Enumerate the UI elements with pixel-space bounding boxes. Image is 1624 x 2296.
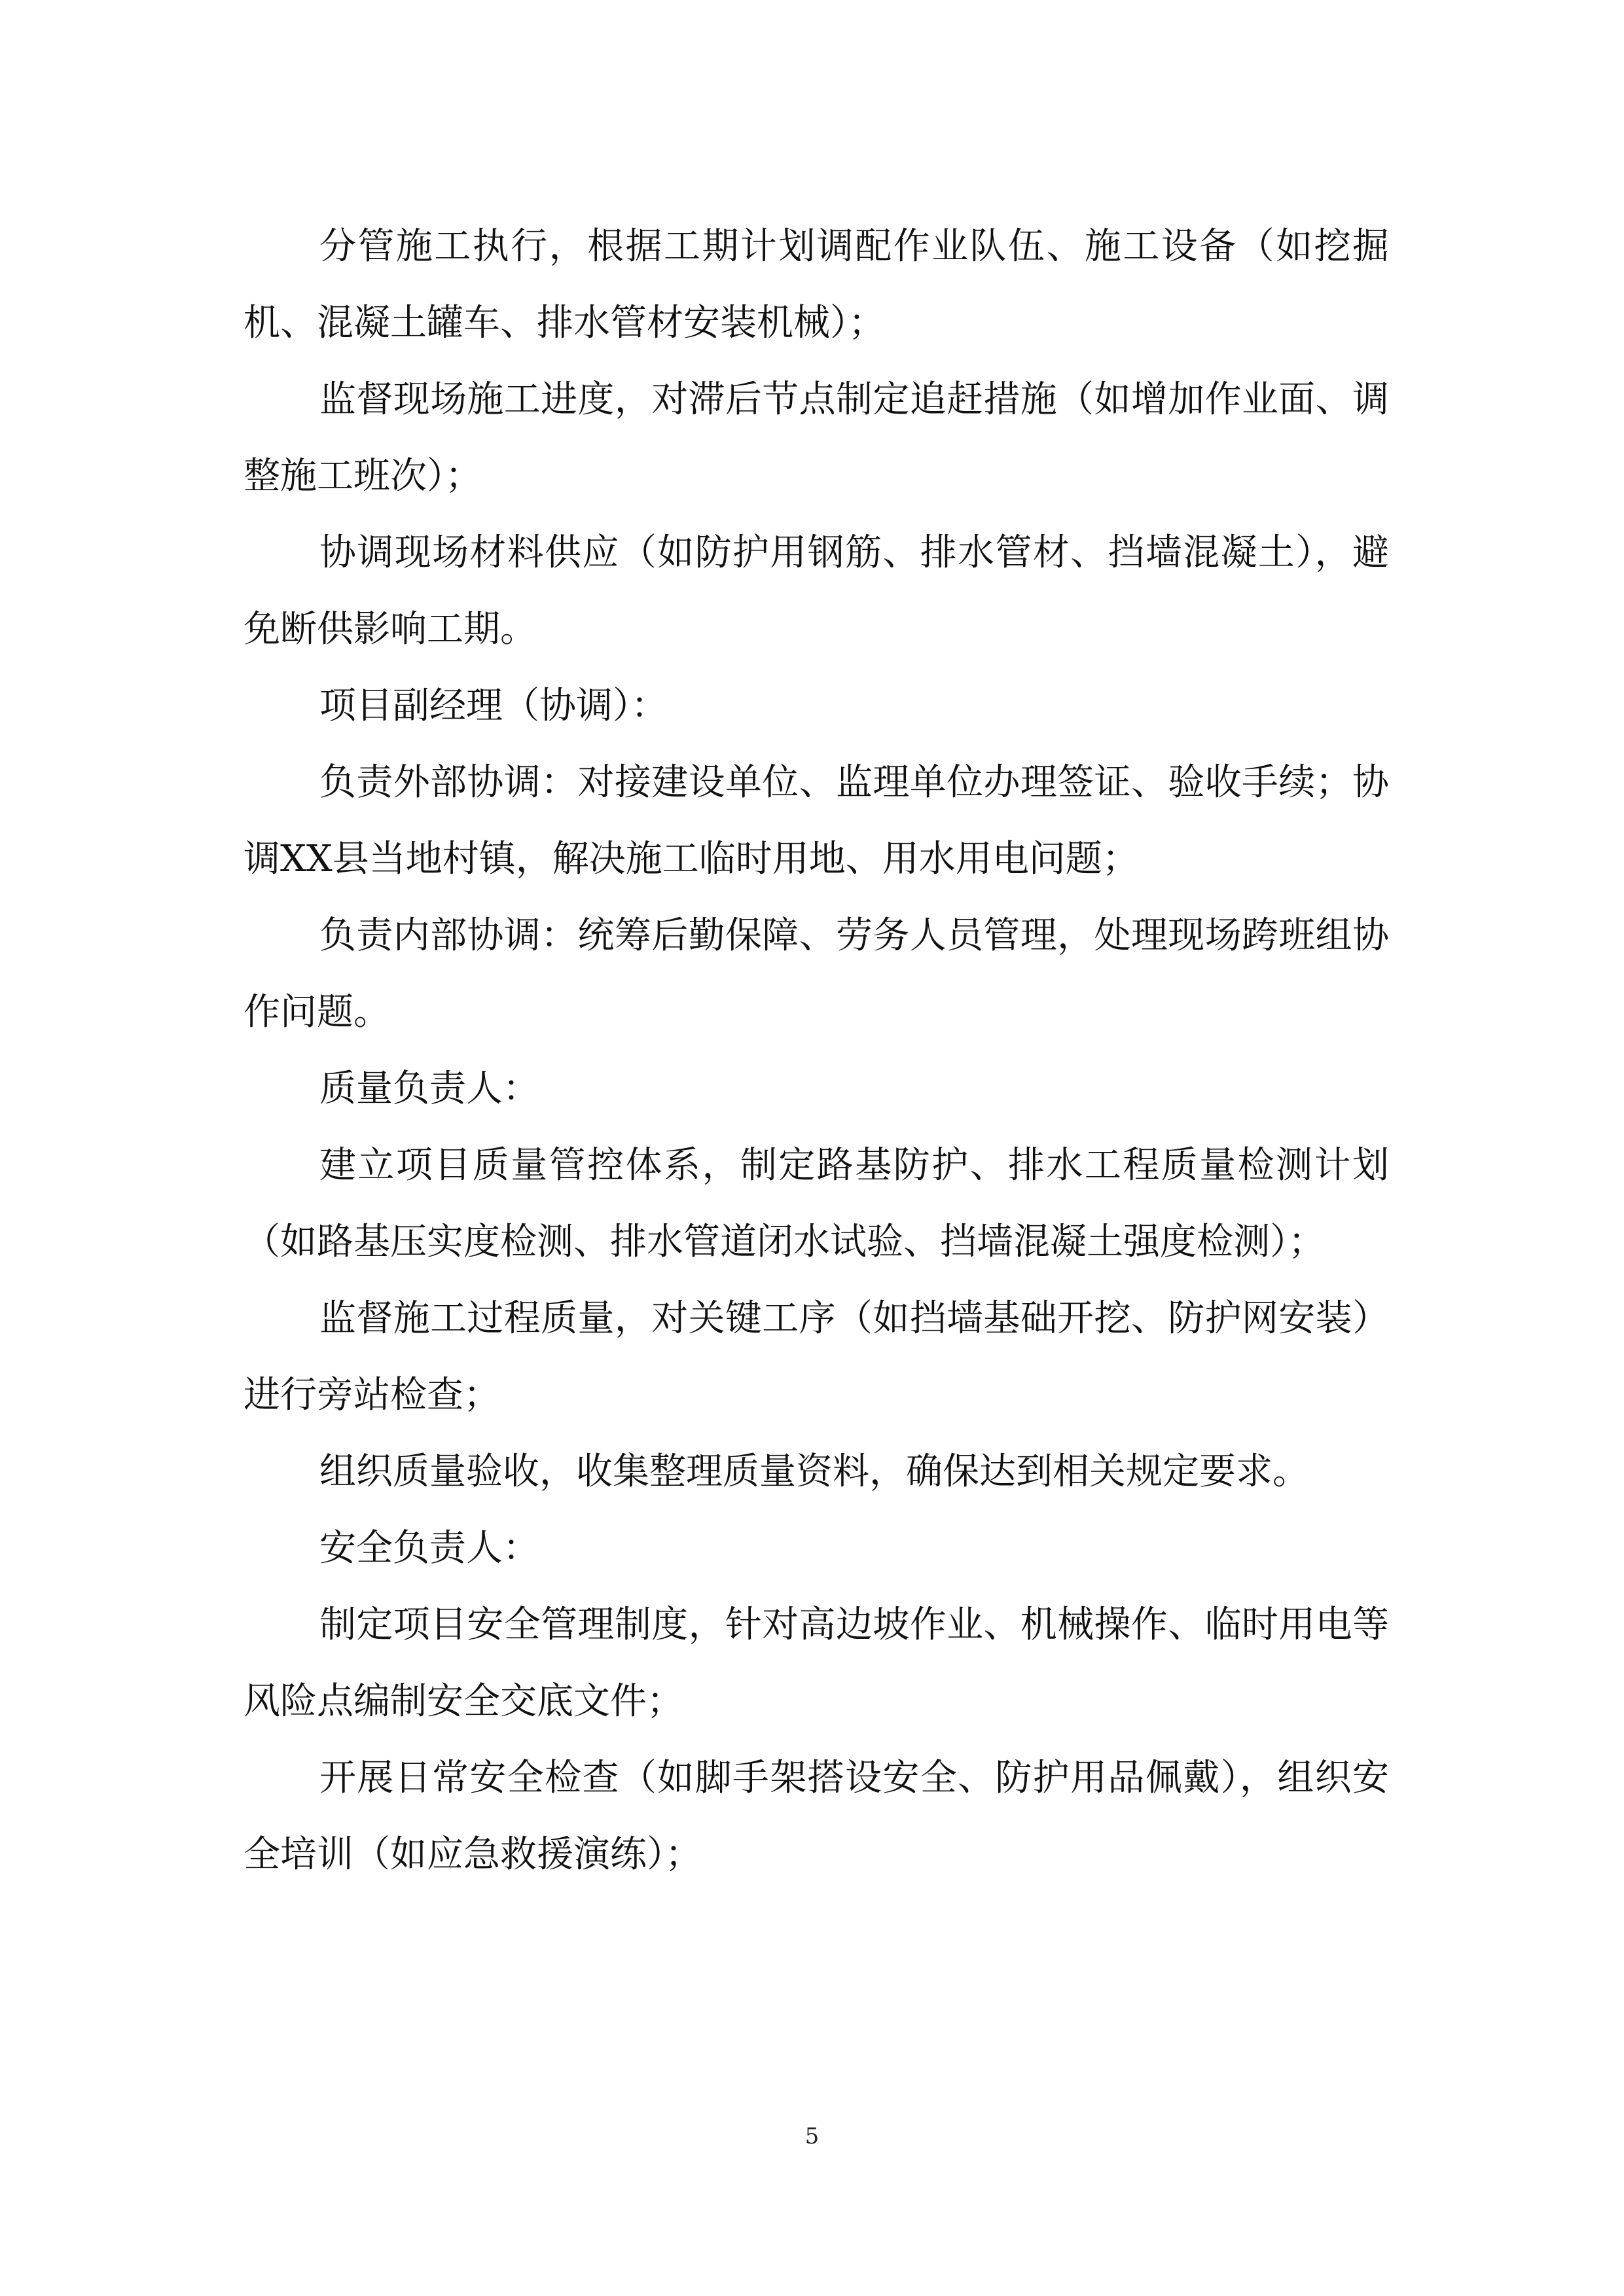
heading-safety-lead: 安全负责人： — [319, 1527, 539, 1570]
paragraph-quality-supervision: 监督施工过程质量，对关键工序（如挡墙基础开挖、防护网安装）进行旁站检查； — [244, 1297, 1389, 1416]
page-body — [244, 208, 1389, 1893]
paragraph-internal-coordination: 负责内部协调：统筹后勤保障、劳务人员管理，处理现场跨班组协作问题。 — [244, 914, 1389, 1033]
paragraph-quality-system: 建立项目质量管控体系，制定路基防护、排水工程质量检测计划（如路基压实度检测、排水管道闭水试验、挡墙混凝土强度检测）； — [244, 1144, 1389, 1263]
paragraph-external-coordination: 负责外部协调：对接建设单位、监理单位办理签证、验收手续；协调XX县当地村镇，解决施工临时用地、用水用电问题； — [244, 761, 1389, 880]
paragraph-safety-inspection: 开展日常安全检查（如脚手架搭设安全、防护用品佩戴），组织安全培训（如应急救援演练）； — [244, 1757, 1389, 1876]
paragraph-progress-supervision: 监督现场施工进度，对滞后节点制定追赶措施（如增加作业面、调整施工班次）； — [244, 378, 1389, 497]
page-number: 5 — [804, 2123, 820, 2149]
paragraph-construction-execution: 分管施工执行，根据工期计划调配作业队伍、施工设备（如挖掘机、混凝土罐车、排水管材安装机械）； — [244, 225, 1389, 344]
paragraph-safety-system: 制定项目安全管理制度，针对高边坡作业、机械操作、临时用电等风险点编制安全交底文件； — [244, 1604, 1389, 1723]
heading-deputy-manager: 项目副经理（协调）： — [319, 685, 668, 727]
heading-quality-lead: 质量负责人： — [319, 1067, 539, 1110]
paragraph-material-supply: 协调现场材料供应（如防护用钢筋、排水管材、挡墙混凝土），避免断供影响工期。 — [244, 531, 1389, 651]
paragraph-quality-acceptance: 组织质量验收，收集整理质量资料，确保达到相关规定要求。 — [319, 1450, 1309, 1493]
